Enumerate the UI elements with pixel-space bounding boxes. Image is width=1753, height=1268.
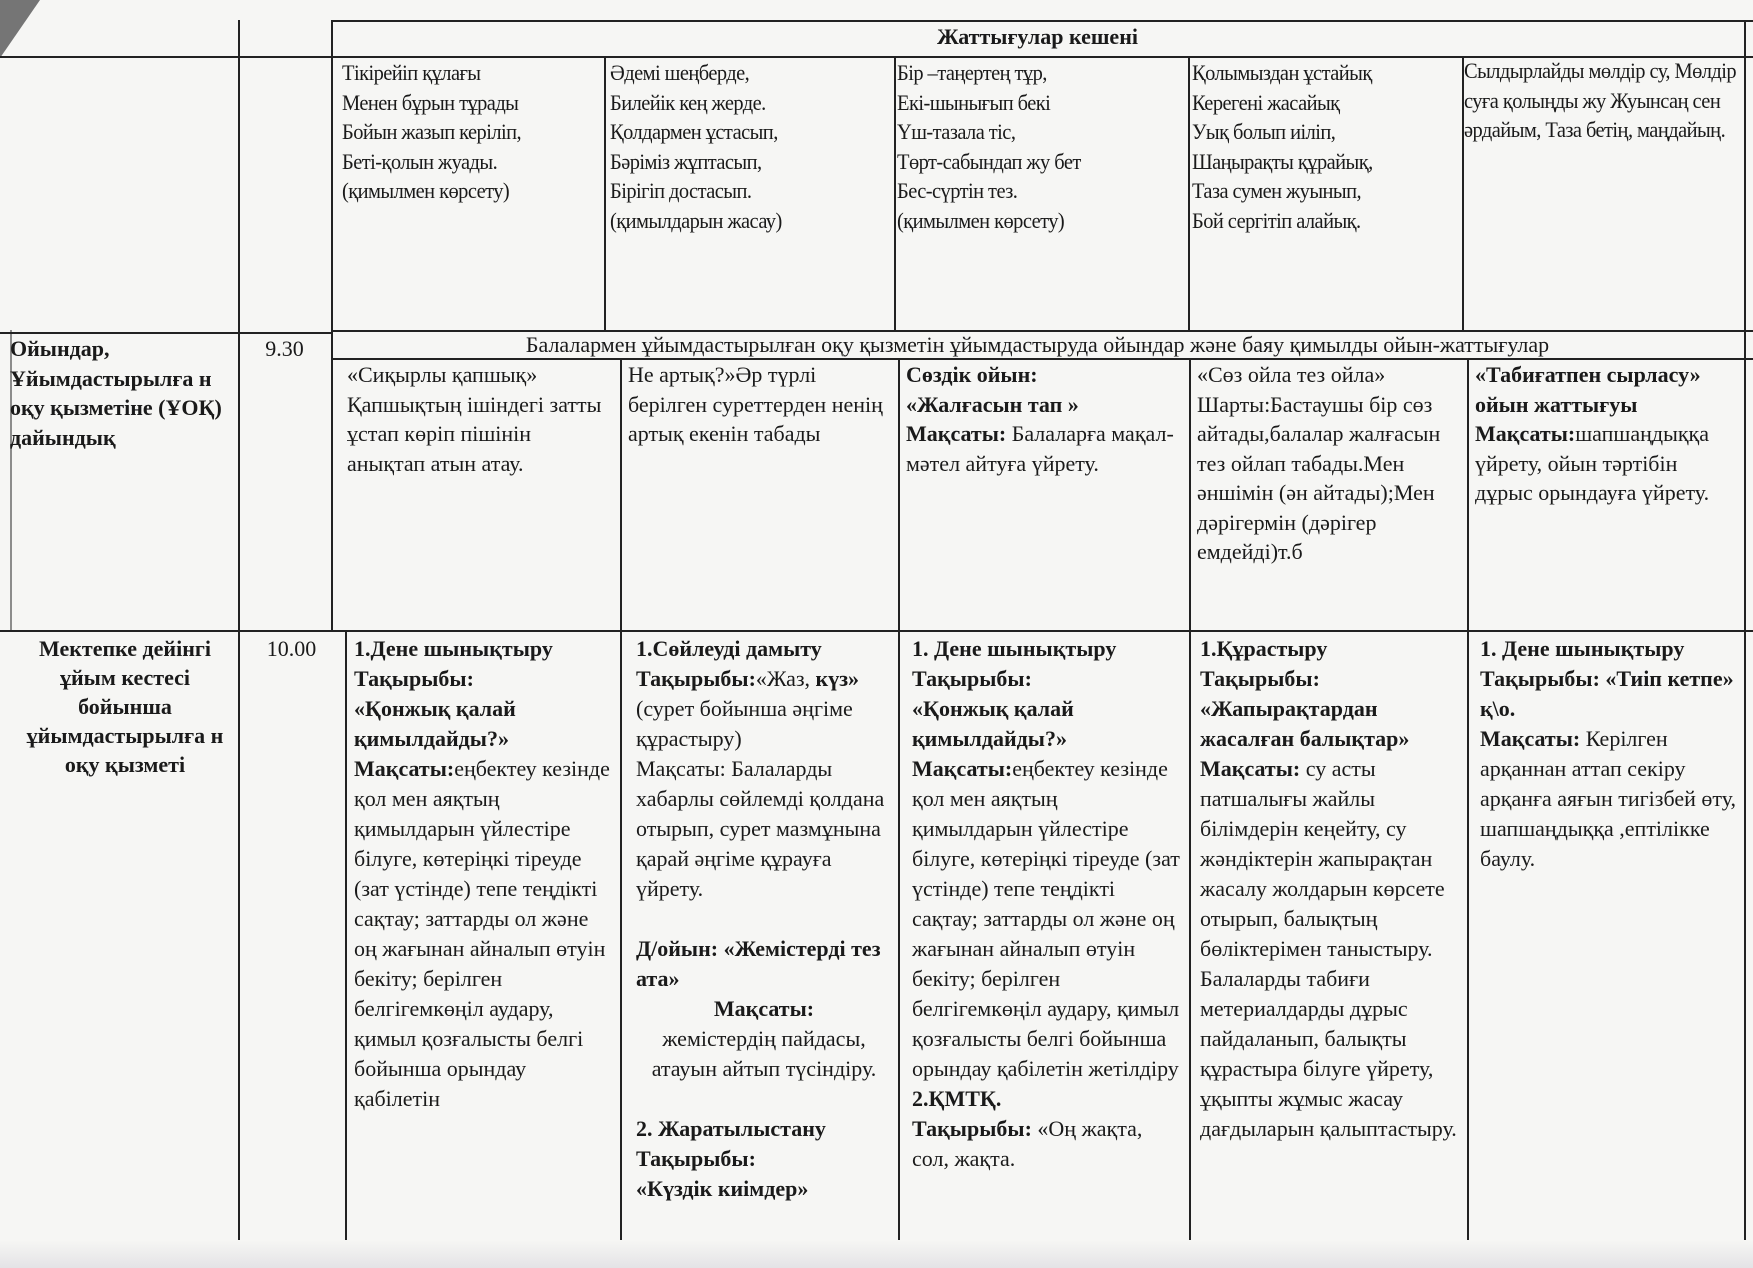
lesson-text: еңбектеу кезінде қол мен аяқтың қимылдарын үйлестіре білуге, көтеріңкі тіреуде (зат үстінде) тепе теңдікті сақтау; заттарды ол және оң жағынан айналып өтуін бекіту; берілген белгігемкөңіл аудару, қимыл қозғалысты белгі бойынша орындау қабілетін — [354, 756, 610, 1111]
games-banner: Балалармен ұйымдастырылған оқу қызметін ұйымдастыруда ойындар және баяу қимылды ойын-жаттығулар — [525, 332, 1550, 357]
game-cell — [628, 360, 890, 449]
lesson-bold-text: 1.Құрастыру Тақырыбы: «Жапырақтардан жасалған балықтар» Мақсаты: — [1200, 636, 1410, 781]
lesson-bold-text: Д/ойын: «Жемістерді тез ата» — [636, 936, 881, 991]
game-cell — [347, 360, 612, 478]
lesson-cell — [636, 634, 892, 1204]
game-bold-text: «Табиғатпен сырласу» ойын жаттығуы Мақсаты: — [1475, 362, 1701, 446]
lesson-cell — [354, 634, 616, 1114]
lesson-centered-text: жемістердің пайдасы, атауын айтып түсіндіру. — [651, 1026, 877, 1081]
exercise-complex-title: Жаттығулар кешені — [937, 24, 1138, 49]
row-label: Ойындар, Ұйымдастырылға н оқу қызметіне (ҰОҚ) дайындық — [10, 336, 222, 450]
exercise-cell: Сылдырлайды мөлдір су, Мөлдір суға қолыңды жу Жуынсаң сен әрдайым, Таза бетің, маңдайың. — [1464, 58, 1737, 142]
lesson-cell — [1200, 634, 1462, 1144]
row-label: Мектепке дейінгі ұйым кестесі бойынша ұйымдастырылға н оқу қызметі — [26, 636, 224, 777]
lesson-cell — [912, 634, 1182, 1174]
lesson-text: «Жаз, — [755, 666, 816, 691]
row-time: 9.30 — [265, 336, 304, 361]
page-bottom-shadow — [0, 1240, 1753, 1268]
game-text: «Сиқырлы қапшық» Қапшықтың ішіндегі затты ұстап көріп пішінін анықтап атын атау. — [347, 362, 602, 476]
game-cell — [1197, 360, 1459, 567]
lesson-bold-text: күз» — [815, 666, 860, 691]
page-corner-shadow — [0, 0, 40, 58]
game-text: «Сөз ойла тез ойла» Шарты:Бастаушы бір сөз айтады,балалар жалғасын тез ойлап табады.Мен әншімін (ән айтады);Мен дәрігермін (дәрігер емдейді)т.б — [1197, 362, 1441, 564]
game-cell — [1475, 360, 1740, 508]
lesson-text: «Оң жақта, сол, жақта. — [912, 1116, 1143, 1171]
lesson-cell — [1480, 634, 1742, 874]
lesson-bold-text: 2. Жаратылыстану Тақырыбы: «Күздік киімдер» — [636, 1116, 826, 1201]
exercise-cell: Тікірейіп құлағы Менен бұрын тұрады Бойын жазып керіліп, Беті-қолын жуады. (қимылмен көрсету) — [342, 60, 522, 203]
game-text: Балаларға мақал-мәтел айтуға үйрету. — [906, 421, 1174, 476]
lesson-bold-text: 1. Дене шынықтыру Тақырыбы: «Тиіп кетпе» қ\о. Мақсаты: — [1480, 636, 1734, 751]
lesson-bold-text: 1.Сөйлеуді дамыту Тақырыбы: — [636, 636, 822, 691]
lesson-text: еңбектеу кезінде қол мен аяқтың қимылдарын үйлестіре білуге, көтеріңкі тіреуде (зат үстінде) тепе теңдікті сақтау; заттарды ол және оң жағынан айналып өтуін бекіту; берілген белгігемкөңіл аудару, қимыл қозғалысты белгі бойынша орындау қабілетін жетілдіру — [912, 756, 1180, 1081]
lesson-bold-text: 1.Дене шынықтыру Тақырыбы: «Қонжық қалай қимылдайды?» Мақсаты: — [354, 636, 553, 781]
game-text: Не артық?»Әр түрлі берілген суреттерден ненің артық екенін табады — [628, 362, 883, 446]
lesson-text: Керілген арқаннан аттап секіру арқанға аяғын тигізбей өту, шапшаңдыққа ,ептілікке баулу. — [1480, 726, 1737, 871]
lesson-text: су асты патшалығы жайлы білімдерін кеңейту, су жәндіктерін жапырақтан жасалу жолдарын көрсете отырып, балықтың бөліктерімен таныстыру. Балаларды табиғи метериалдарды дұрыс пайдаланып, балықты құрастыра білуге үйрету, ұқыпты жұмыс жасау дағдыларын қалыптастыру. — [1200, 756, 1457, 1141]
lesson-centered-text: Мақсаты: — [713, 996, 815, 1021]
game-cell — [906, 360, 1181, 478]
exercise-cell: Бір –таңертең тұр, Екі-шынығып бекі Үш-тазала тіс, Төрт-сабындап жу бет Бес-сүртін тез. (қимылмен көрсету) — [897, 60, 1081, 233]
lesson-text: (сурет бойынша әңгіме құрастыру) Мақсаты: Балаларды хабарлы сөйлемді қолдана отырып, сурет мазмұнына қарай әңгіме құрауға үйрету. — [636, 696, 885, 901]
game-text: шапшаңдыққа үйрету, ойын тәртібін дұрыс орындауға үйрету. — [1475, 421, 1710, 505]
exercise-cell: Әдемі шеңберде, Билейік кең жерде. Қолдармен ұстасып, Бәріміз жұптасып, Бірігіп достасып. (қимылдарын жасау) — [610, 60, 782, 233]
game-bold-text: Сөздік ойын: «Жалғасын тап » Мақсаты: — [906, 362, 1079, 446]
row-time: 10.00 — [266, 636, 317, 661]
lesson-bold-text: 2.ҚМТҚ. Тақырыбы: — [912, 1086, 1032, 1141]
lesson-bold-text: 1. Дене шынықтыру Тақырыбы: «Қонжық қалай қимылдайды?» Мақсаты: — [912, 636, 1117, 781]
exercise-cell: Қолымыздан ұстайық Керегені жасайық Уық болып иіліп, Шаңырақты құрайық, Таза сумен жуынып, Бой сергітіп алайық. — [1192, 60, 1373, 233]
